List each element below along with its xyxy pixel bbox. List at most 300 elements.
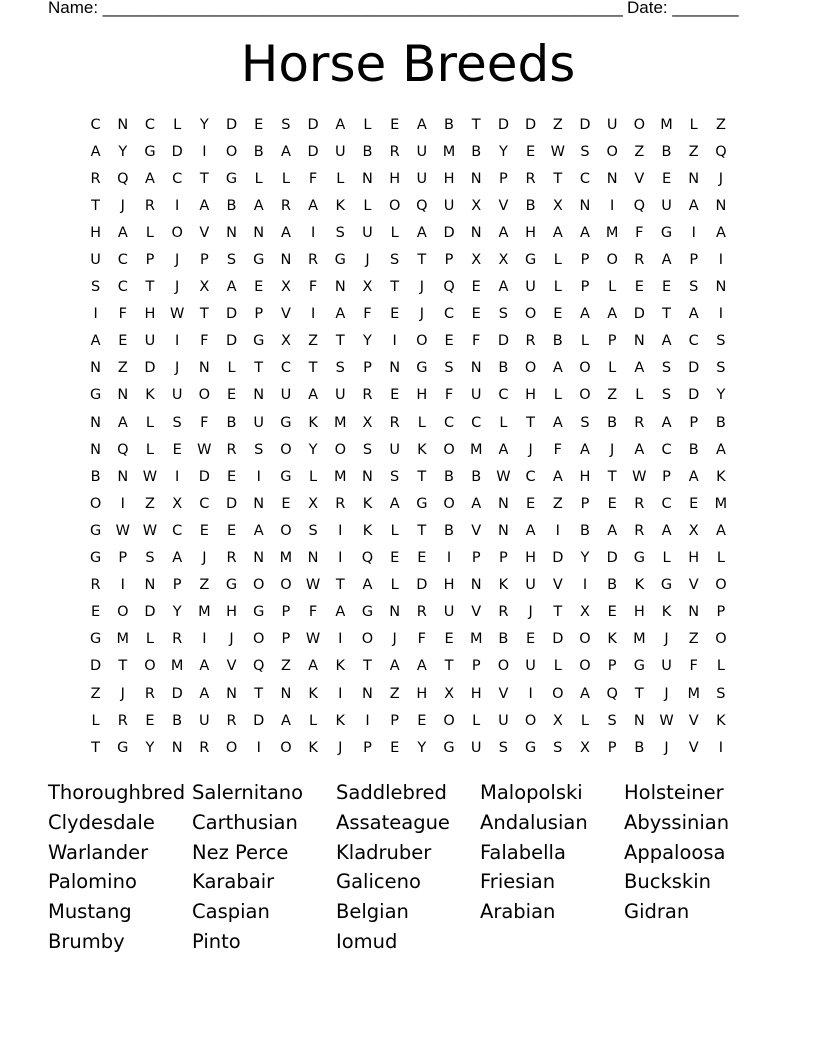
grid-letter: Y [145, 739, 155, 756]
grid-letter: N [715, 279, 727, 296]
grid-letter: N [362, 468, 373, 485]
grid-letter: E [118, 333, 128, 350]
grid-letter: N [362, 170, 373, 187]
grid-letter: J [229, 631, 234, 648]
grid-letter: C [90, 116, 101, 133]
grid-letter: U [90, 252, 101, 269]
word-list-item: Gidran [624, 900, 690, 924]
grid-letter: O [443, 441, 455, 458]
grid-letter: A [253, 197, 264, 214]
grid-letter: M [605, 224, 619, 241]
word-list-item: Thoroughbred [48, 781, 186, 804]
grid-letter: R [226, 441, 237, 458]
grid-letter: O [117, 604, 129, 621]
grid-letter: F [553, 441, 562, 458]
grid-letter: S [716, 685, 726, 702]
grid-letter: T [308, 360, 318, 377]
grid-letter: H [443, 170, 455, 187]
grid-letter: Y [580, 550, 590, 567]
grid-letter: J [175, 279, 180, 296]
grid-letter: E [226, 468, 237, 485]
grid-letter: G [89, 550, 102, 567]
grid-letter: K [308, 685, 318, 702]
grid-letter: T [91, 739, 101, 756]
grid-letter: E [226, 387, 237, 404]
grid-letter: C [661, 441, 672, 458]
grid-letter: O [416, 333, 428, 350]
grid-letter: J [338, 739, 343, 756]
grid-letter: O [524, 306, 537, 323]
grid-letter: A [580, 685, 590, 702]
word-list-item: Holsteiner [624, 781, 724, 804]
grid-letter: V [471, 604, 482, 621]
grid-letter: L [417, 414, 426, 431]
grid-letter: R [634, 414, 645, 431]
grid-letter: X [471, 252, 482, 269]
grid-row [82, 734, 735, 761]
grid-letter: A [172, 550, 183, 567]
grid-letter: T [526, 414, 536, 431]
grid-letter: P [607, 739, 617, 756]
grid-letter: B [661, 143, 672, 160]
grid-letter: A [308, 658, 319, 675]
word-list-item: Buckskin [624, 870, 711, 894]
grid-letter: I [175, 468, 180, 485]
word-list-item: Brumby [48, 929, 125, 953]
grid-letter: I [120, 495, 125, 512]
grid-letter: U [661, 197, 672, 214]
grid-letter: I [338, 550, 343, 567]
grid-letter: U [525, 279, 536, 296]
grid-letter: U [443, 604, 455, 621]
grid-letter: J [664, 631, 669, 648]
grid-letter: V [688, 712, 699, 729]
grid-letter: E [417, 550, 427, 567]
grid-letter: U [280, 387, 292, 404]
grid-letter: C [280, 360, 291, 377]
grid-letter: A [688, 197, 699, 214]
grid-letter: I [175, 333, 180, 350]
grid-letter: P [145, 252, 155, 269]
grid-letter: K [498, 577, 509, 594]
grid-letter: N [198, 360, 210, 377]
grid-letter: S [145, 550, 155, 567]
grid-letter: N [470, 170, 482, 187]
grid-letter: A [580, 306, 590, 323]
grid-letter: A [525, 522, 536, 539]
word-list-item: Iomud [336, 929, 398, 953]
grid-letter: Q [117, 441, 129, 458]
grid-letter: S [390, 468, 400, 485]
grid-letter: P [172, 577, 182, 594]
grid-letter: G [89, 631, 102, 648]
grid-letter: K [716, 468, 726, 485]
word-list [48, 778, 768, 957]
grid-letter: X [280, 279, 291, 296]
grid-letter: O [361, 631, 374, 648]
grid-letter: N [633, 712, 645, 729]
grid-letter: X [362, 279, 373, 296]
grid-letter: N [715, 197, 727, 214]
grid-letter: B [607, 414, 618, 431]
grid-letter: N [280, 252, 292, 269]
grid-row [82, 301, 735, 328]
word-list-item: Abyssinian [624, 810, 730, 834]
grid-letter: V [688, 577, 699, 594]
grid-letter: N [389, 360, 401, 377]
grid-letter: H [389, 170, 401, 187]
grid-row [82, 328, 735, 355]
grid-letter: S [444, 360, 454, 377]
grid-letter: A [688, 468, 699, 485]
grid-letter: C [525, 468, 536, 485]
grid-letter: Z [634, 143, 645, 160]
grid-letter: J [664, 685, 669, 702]
grid-letter: I [446, 550, 452, 567]
grid-letter: O [524, 712, 537, 729]
grid-letter: A [661, 414, 672, 431]
grid-letter: X [580, 739, 590, 756]
page-title: Horse Breeds [240, 35, 576, 93]
grid-letter: N [253, 550, 265, 567]
grid-letter: P [716, 604, 726, 621]
grid-letter: R [389, 143, 400, 160]
grid-letter: J [419, 306, 424, 323]
grid-letter: I [310, 224, 316, 241]
grid-letter: N [144, 577, 156, 594]
grid-letter: B [444, 522, 454, 539]
grid-letter: G [253, 604, 265, 621]
grid-letter: E [471, 279, 481, 296]
grid-letter: N [90, 360, 102, 377]
grid-letter: G [89, 387, 102, 404]
grid-letter: F [444, 387, 454, 404]
grid-letter: U [362, 224, 373, 241]
grid-letter: E [444, 631, 454, 648]
grid-letter: T [471, 116, 481, 133]
grid-letter: H [525, 387, 537, 404]
grid-letter: B [715, 414, 726, 431]
word-list-item: Galiceno [336, 870, 421, 894]
grid-letter: A [280, 224, 291, 241]
word-list-item: Falabella [480, 840, 566, 864]
grid-letter: P [444, 252, 454, 269]
grid-letter: O [497, 658, 510, 675]
grid-letter: A [498, 224, 509, 241]
grid-letter: C [661, 495, 672, 512]
grid-row [82, 355, 735, 382]
grid-row [82, 165, 735, 192]
grid-letter: J [610, 441, 615, 458]
grid-letter: Y [417, 739, 427, 756]
grid-letter: K [716, 712, 726, 729]
grid-letter: O [579, 387, 591, 404]
grid-letter: S [362, 441, 373, 458]
grid-letter: X [552, 712, 563, 729]
word-list-item: Kladruber [336, 840, 432, 864]
grid-letter: Z [90, 685, 101, 702]
grid-letter: B [444, 468, 454, 485]
grid-letter: S [553, 739, 563, 756]
grid-letter: G [144, 143, 156, 160]
grid-letter: U [470, 387, 482, 404]
grid-letter: G [524, 739, 537, 756]
grid-letter: E [390, 387, 400, 404]
grid-letter: T [199, 306, 209, 323]
grid-letter: N [389, 604, 401, 621]
grid-letter: B [552, 333, 563, 350]
grid-letter: Z [308, 333, 319, 350]
grid-letter: P [580, 252, 590, 269]
grid-letter: A [308, 387, 319, 404]
grid-letter: P [499, 550, 508, 567]
grid-letter: H [525, 224, 537, 241]
grid-letter: T [417, 468, 427, 485]
grid-letter: M [334, 414, 347, 431]
grid-letter: H [416, 685, 428, 702]
grid-letter: D [552, 631, 564, 648]
grid-letter: T [662, 306, 671, 323]
grid-letter: N [253, 495, 265, 512]
grid-letter: K [607, 631, 617, 648]
grid-letter: A [308, 197, 319, 214]
grid-letter: E [172, 441, 182, 458]
grid-letter: W [550, 143, 565, 160]
grid-letter: N [606, 170, 618, 187]
grid-letter: E [689, 495, 699, 512]
grid-letter: U [334, 143, 346, 160]
grid-letter: A [715, 522, 726, 539]
word-list-item: Warlander [48, 840, 149, 864]
grid-letter: N [253, 387, 265, 404]
word-list-item: Caspian [192, 900, 270, 924]
grid-letter: L [472, 712, 481, 729]
grid-letter: X [172, 495, 183, 512]
grid-letter: D [253, 712, 265, 729]
grid-letter: J [175, 252, 180, 269]
grid-letter: T [91, 197, 101, 214]
grid-letter: R [90, 577, 101, 594]
grid-letter: N [117, 387, 129, 404]
grid-letter: E [226, 522, 237, 539]
grid-letter: S [498, 739, 509, 756]
grid-letter: P [363, 739, 372, 756]
grid-letter: B [172, 712, 183, 729]
grid-letter: E [661, 279, 672, 296]
grid-letter: L [553, 658, 562, 675]
grid-letter: D [225, 306, 238, 323]
word-list-item: Mustang [48, 900, 132, 924]
grid-letter: V [199, 224, 210, 241]
grid-letter: P [607, 658, 617, 675]
grid-letter: U [661, 658, 672, 675]
letter-grid [82, 111, 735, 761]
grid-letter: T [553, 604, 563, 621]
grid-letter: A [715, 441, 726, 458]
grid-letter: X [444, 685, 454, 702]
grid-letter: L [580, 333, 590, 350]
grid-letter: Z [552, 116, 563, 133]
grid-row [82, 707, 735, 734]
grid-letter: G [89, 522, 102, 539]
grid-letter: T [634, 685, 644, 702]
word-list-empty [624, 927, 768, 957]
grid-letter: U [525, 658, 536, 675]
grid-letter: D [525, 116, 537, 133]
grid-letter: C [172, 522, 183, 539]
grid-letter: S [281, 116, 291, 133]
grid-letter: A [580, 224, 590, 241]
grid-letter: Z [389, 685, 400, 702]
grid-letter: A [498, 279, 509, 296]
grid-letter: A [226, 279, 237, 296]
grid-letter: X [280, 333, 291, 350]
grid-letter: K [335, 197, 346, 214]
grid-letter: C [117, 279, 128, 296]
grid-letter: O [225, 739, 238, 756]
grid-letter: O [280, 441, 292, 458]
grid-row [82, 274, 735, 301]
grid-letter: U [171, 387, 183, 404]
grid-letter: E [553, 306, 563, 323]
grid-letter: E [390, 739, 400, 756]
grid-letter: A [199, 197, 210, 214]
grid-letter: D [688, 387, 700, 404]
grid-letter: N [253, 224, 265, 241]
grid-letter: R [144, 197, 155, 214]
grid-letter: U [606, 116, 618, 133]
word-list-item: Assateague [336, 810, 450, 834]
word-list-item: Malopolski [480, 781, 583, 804]
grid-letter: M [116, 631, 130, 648]
grid-letter: B [444, 116, 454, 133]
grid-letter: L [145, 414, 155, 431]
grid-letter: C [117, 252, 128, 269]
grid-letter: M [633, 631, 646, 648]
grid-letter: S [498, 306, 509, 323]
grid-letter: R [525, 333, 536, 350]
grid-letter: T [335, 577, 345, 594]
grid-letter: N [688, 604, 700, 621]
grid-letter: O [552, 685, 564, 702]
grid-letter: H [144, 306, 156, 323]
grid-letter: I [256, 468, 261, 485]
grid-letter: L [553, 387, 562, 404]
grid-letter: P [499, 170, 508, 187]
grid-letter: A [580, 441, 590, 458]
grid-letter: M [334, 468, 347, 485]
grid-letter: R [335, 495, 346, 512]
grid-letter: U [253, 414, 265, 431]
grid-letter: B [226, 414, 237, 431]
grid-letter: M [279, 550, 293, 567]
grid-letter: R [172, 631, 183, 648]
grid-row [82, 219, 735, 246]
grid-letter: B [579, 522, 590, 539]
grid-letter: I [338, 522, 343, 539]
grid-letter: P [254, 306, 264, 323]
grid-letter: R [525, 170, 536, 187]
grid-letter: B [226, 197, 237, 214]
grid-letter: Y [498, 143, 508, 160]
grid-letter: R [634, 495, 645, 512]
grid-letter: M [687, 685, 700, 702]
grid-letter: U [525, 577, 536, 594]
grid-letter: Z [280, 658, 291, 675]
grid-letter: Q [117, 170, 129, 187]
grid-letter: A [552, 468, 563, 485]
grid-letter: E [471, 306, 481, 323]
grid-letter: C [144, 116, 156, 133]
grid-letter: Q [715, 143, 727, 160]
grid-letter: L [390, 577, 399, 594]
grid-letter: A [389, 495, 400, 512]
grid-letter: Y [172, 604, 182, 621]
grid-letter: S [308, 522, 318, 539]
grid-letter: E [444, 333, 454, 350]
grid-letter: U [389, 441, 400, 458]
grid-letter: O [89, 495, 102, 512]
grid-letter: E [145, 712, 155, 729]
grid-letter: I [310, 306, 316, 323]
grid-letter: V [552, 577, 563, 594]
grid-letter: A [471, 495, 482, 512]
grid-letter: L [336, 170, 345, 187]
grid-letter: T [444, 658, 454, 675]
grid-letter: L [499, 414, 508, 431]
grid-letter: O [280, 577, 292, 594]
grid-letter: G [660, 577, 673, 594]
grid-letter: A [416, 224, 427, 241]
grid-letter: K [362, 495, 373, 512]
grid-letter: G [443, 739, 455, 756]
grid-letter: C [443, 306, 455, 323]
grid-letter: P [199, 252, 209, 269]
grid-letter: R [144, 685, 155, 702]
grid-letter: N [171, 739, 183, 756]
date-field-label: Date: _______ [627, 0, 739, 17]
grid-letter: E [281, 495, 291, 512]
grid-letter: O [606, 252, 618, 269]
grid-letter: D [552, 550, 564, 567]
grid-letter: A [715, 224, 726, 241]
grid-letter: H [579, 468, 591, 485]
grid-letter: Z [117, 360, 128, 377]
grid-letter: O [524, 360, 537, 377]
grid-letter: O [443, 712, 455, 729]
grid-letter: A [634, 441, 645, 458]
grid-row [82, 626, 735, 653]
grid-letter: Q [443, 279, 455, 296]
grid-letter: D [688, 360, 700, 377]
grid-letter: R [280, 197, 291, 214]
grid-letter: B [498, 631, 509, 648]
grid-letter: D [443, 224, 455, 241]
grid-letter: U [334, 387, 346, 404]
grid-letter: J [120, 685, 125, 702]
grid-letter: Y [308, 441, 318, 458]
grid-letter: R [362, 387, 373, 404]
grid-letter: X [580, 604, 590, 621]
grid-letter: A [634, 360, 645, 377]
grid-letter: A [117, 224, 128, 241]
grid-letter: W [169, 306, 185, 323]
grid-letter: H [443, 577, 455, 594]
grid-letter: C [498, 387, 509, 404]
grid-letter: W [496, 468, 511, 485]
grid-letter: U [416, 143, 428, 160]
grid-letter: B [634, 739, 645, 756]
